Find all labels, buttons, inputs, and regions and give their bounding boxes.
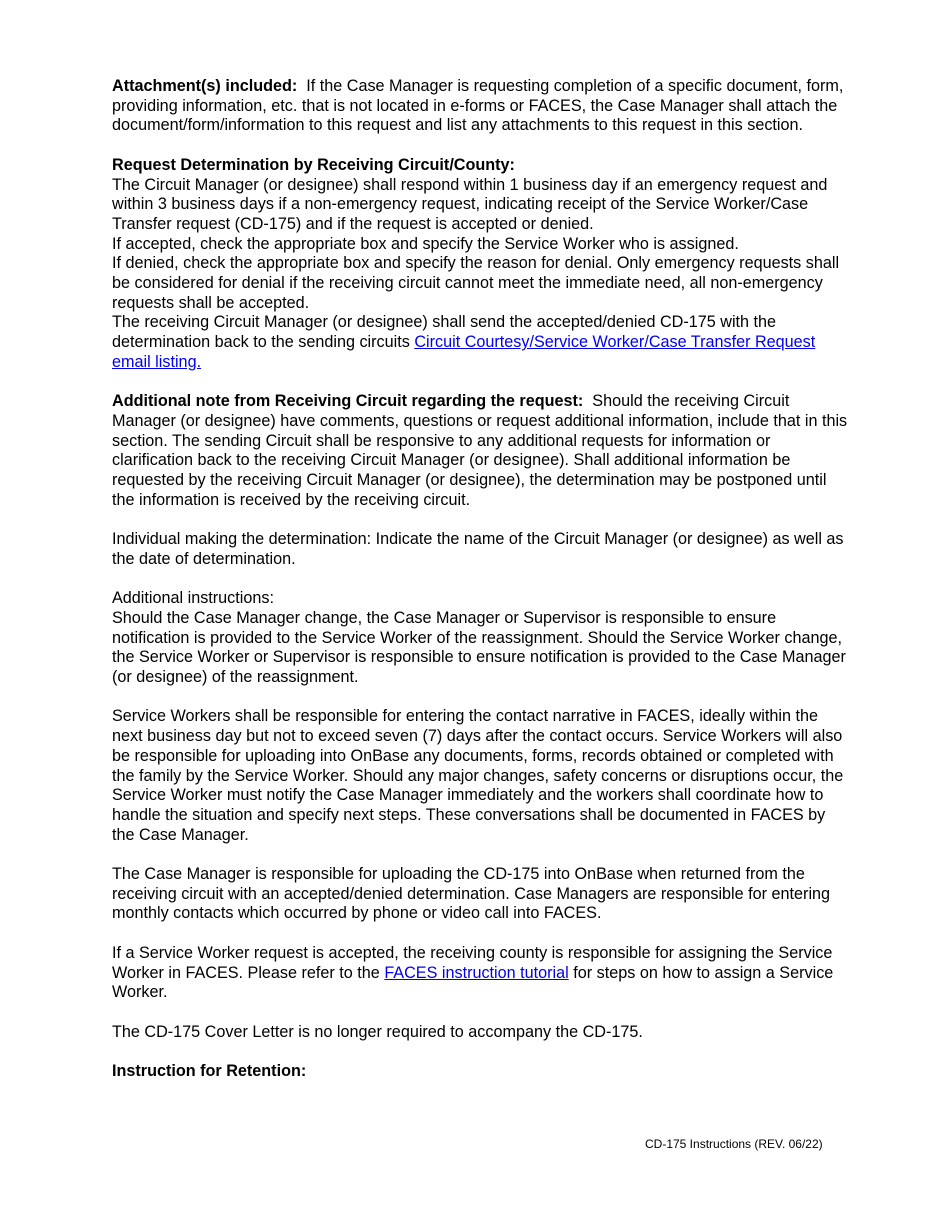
determination-p4: The receiving Circuit Manager (or designee) shall send the accepted/denied CD-175 with the determination back to the sending circuits Circuit Courtesy/Service Worker/Case Transfer Request email listing.	[112, 313, 816, 371]
email-listing-link[interactable]: Circuit Courtesy/Service Worker/Case Transfer Request email listing.	[112, 333, 816, 371]
additional-note-text: Should the receiving Circuit Manager (or designee) have comments, questions or request additional information, include that in this section. The sending Circuit shall be responsive to any additional requests for information or clarification back to the receiving Circuit Manager (or designee). Shall additional information be requested by the receiving Circuit Manager (or designee), the determination may be postponed until the information is received by the receiving circuit.	[112, 392, 848, 509]
determination-p1: The Circuit Manager (or designee) shall respond within 1 business day if an emergency request and within 3 business days if a non-emergency request, indicating receipt of the Service Worker/Case Transfer request (CD-175) and if the request is accepted or denied.	[112, 175, 828, 233]
determination-heading: Request Determination by Receiving Circuit/County:	[112, 155, 515, 174]
faces-tutorial-link[interactable]: FACES instruction tutorial	[384, 963, 569, 982]
attachments-text: If the Case Manager is requesting completion of a specific document, form, providing information, etc. that is not located in e-forms or FACES, the Case Manager shall attach the document/form/information to this request and list any attachments to this request in this section.	[112, 77, 844, 135]
additional-note-paragraph	[112, 392, 852, 510]
attachments-paragraph	[112, 77, 852, 136]
retention-heading: Instruction for Retention:	[112, 1062, 307, 1081]
attachments-heading: Attachment(s) included:	[112, 77, 298, 95]
individual-paragraph: Individual making the determination: Indicate the name of the Circuit Manager (or designee) as well as the date of determination.	[112, 530, 844, 568]
determination-p3: If denied, check the appropriate box and specify the reason for denial. Only emergency requests shall be considered for denial if the receiving circuit cannot meet the immediate need, all non-emergency requests shall be accepted.	[112, 254, 840, 312]
instructions-p3: The Case Manager is responsible for uploading the CD-175 into OnBase when returned from the receiving circuit with an accepted/denied determination. Case Managers are responsible for entering monthly contacts which occurred by phone or video call into FACES.	[112, 865, 831, 923]
instructions-p2: Service Workers shall be responsible for entering the contact narrative in FACES, ideally within the next business day but not to exceed seven (7) days after the contact occurs. Service Workers will also be responsible for uploading into OnBase any documents, forms, records obtained or completed with the family by the Service Worker. Should any major changes, safety concerns or disruptions occur, the Service Worker must notify the Case Manager immediately and the workers shall coordinate how to handle the situation and specify next steps. These conversations shall be documented in FACES by the Case Manager.	[112, 707, 844, 844]
instructions-p5: The CD-175 Cover Letter is no longer required to accompany the CD-175.	[112, 1022, 643, 1041]
additional-note-heading: Additional note from Receiving Circuit regarding the request:	[112, 392, 584, 411]
page-footer: CD-175 Instructions (REV. 06/22)	[645, 1137, 823, 1151]
determination-p2: If accepted, check the appropriate box and specify the Service Worker who is assigned.	[112, 234, 739, 253]
instructions-p4: If a Service Worker request is accepted, the receiving county is responsible for assigning the Service Worker in FACES. Please refer to the FACES instruction tutorial for steps on how to assign a Service Worker.	[112, 943, 834, 1002]
additional-instructions-label: Additional instructions:	[112, 589, 274, 608]
document-body	[112, 77, 852, 1082]
instructions-p1: Should the Case Manager change, the Case Manager or Supervisor is responsible to ensure notification is provided to the Service Worker of the reassignment. Should the Service Worker change, the Service Worker or Supervisor is responsible to ensure notification is provided to the Case Manager (or designee) of the reassignment.	[112, 608, 846, 687]
